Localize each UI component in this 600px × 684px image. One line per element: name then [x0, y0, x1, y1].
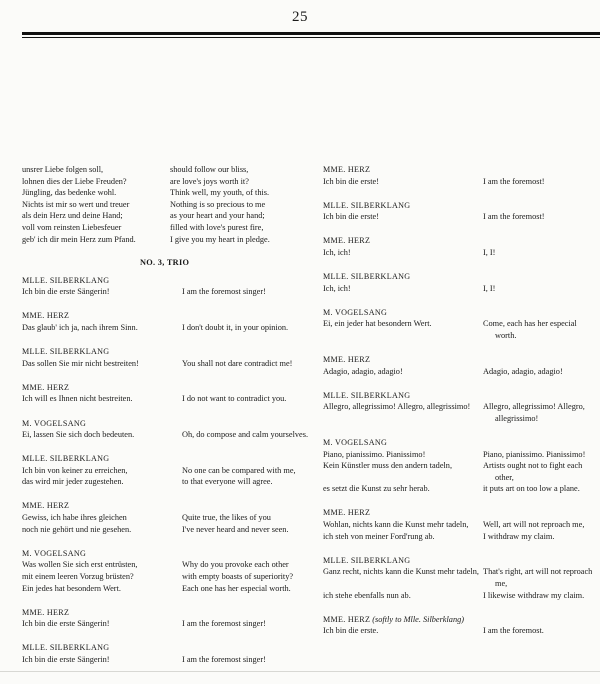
dialogue-line — [22, 476, 312, 488]
speaker-line — [22, 346, 312, 358]
speaker-line — [22, 453, 312, 465]
speaker-line — [22, 642, 312, 654]
dialogue-line — [323, 247, 600, 259]
speaker-line — [22, 310, 312, 322]
german-text: Piano, pianissimo. Pianissimo! — [323, 449, 426, 459]
german-text: Nichts ist mir so wert und treuer — [22, 199, 130, 209]
dialogue-line — [323, 483, 600, 495]
speaker-name: MME. HERZ — [323, 508, 371, 518]
german-text: es setzt die Kunst zu sehr herab. — [323, 484, 430, 494]
dialogue-block — [323, 354, 600, 377]
intro-verse — [22, 164, 312, 245]
german-text: ich stehe ebenfalls nun ab. — [323, 590, 411, 600]
speaker-name: MME. HERZ — [323, 236, 371, 246]
speaker-name: MME. HERZ — [323, 355, 371, 365]
right-column — [323, 164, 600, 649]
dialogue-line — [22, 571, 312, 583]
speaker-line — [22, 418, 312, 430]
english-text: You shall not dare contradict me! — [182, 358, 293, 368]
dialogue-block — [22, 453, 312, 488]
dialogue-block — [323, 390, 600, 425]
speaker-name: MME. HERZ — [323, 614, 371, 624]
dialogue-line — [323, 176, 600, 188]
speaker-name: M. VOGELSANG — [22, 548, 87, 558]
dialogue-block — [22, 382, 312, 405]
speaker-name: MME. HERZ — [22, 501, 70, 511]
dialogue-line — [22, 583, 312, 595]
german-text: Jüngling, das bedenke wohl. — [22, 188, 117, 198]
english-text: filled with love's purest fire, — [170, 222, 264, 232]
dialogue-line — [22, 358, 312, 370]
german-text: Ei, lassen Sie sich doch bedeuten. — [22, 430, 135, 440]
dialogue-block — [323, 614, 600, 637]
german-text: unsrer Liebe folgen soll, — [22, 165, 104, 174]
stage-direction: (softly to Mlle. Silberklang) — [372, 614, 465, 624]
german-text: Ich bin von keiner zu erreichen, — [22, 465, 128, 475]
dialogue-line — [323, 531, 600, 543]
intro-line — [22, 222, 312, 234]
german-text: Allegro, allegrissimo! Allegro, allegrissimo! — [323, 402, 471, 412]
speaker-line — [323, 555, 600, 567]
dialogue-block — [323, 164, 600, 187]
english-text: I am the foremost! — [483, 212, 545, 222]
intro-line — [22, 187, 312, 199]
english-text: I've never heard and never seen. — [182, 524, 289, 534]
dialogue-line — [22, 286, 312, 298]
english-text: to that everyone will agree. — [182, 477, 273, 487]
english-text: I am the foremost singer! — [182, 619, 266, 629]
speaker-name: M. VOGELSANG — [22, 418, 87, 428]
speaker-line — [22, 382, 312, 394]
speaker-line — [323, 200, 600, 212]
speaker-name: MME. HERZ — [22, 382, 70, 392]
english-text: I, I! — [483, 247, 496, 257]
english-text: Think well, my youth, of this. — [170, 188, 270, 198]
page-number: 25 — [292, 9, 308, 25]
intro-line — [22, 210, 312, 222]
german-text: ich steh von meiner Ford'rung ab. — [323, 531, 435, 541]
english-text: Oh, do compose and calm yourselves. — [182, 430, 309, 440]
speaker-line — [323, 507, 600, 519]
speaker-name: MLLE. SILBERKLANG — [323, 272, 411, 282]
dialogue-block — [22, 310, 312, 333]
german-text: Ich, ich! — [323, 283, 351, 293]
german-text: voll vom reinsten Liebesfeuer — [22, 222, 122, 232]
speaker-line — [323, 235, 600, 247]
dialogue-line — [22, 393, 312, 405]
dialogue-block — [323, 437, 600, 495]
dialogue-line — [323, 625, 600, 637]
speaker-line — [22, 275, 312, 287]
german-text: Ich bin die erste Sängerin! — [22, 287, 110, 297]
dialogue-line — [323, 318, 600, 341]
german-text: geb' ich dir mein Herz zum Pfand. — [22, 234, 136, 244]
speaker-name: MLLE. SILBERKLANG — [323, 555, 411, 565]
dialogue-block — [323, 200, 600, 223]
german-text: mit einem leeren Vorzug brüsten? — [22, 571, 134, 581]
english-text: I don't doubt it, in your opinion. — [182, 323, 289, 333]
dialogue-line — [323, 519, 600, 531]
english-text: That's right, art will not reproach me, — [483, 567, 593, 588]
english-text: I am the foremost singer! — [182, 287, 266, 297]
english-text: are love's joys worth it? — [170, 176, 249, 186]
speaker-name: MLLE. SILBERKLANG — [323, 390, 411, 400]
dialogue-line — [323, 401, 600, 424]
dialogue-line — [22, 322, 312, 334]
dialogue-line — [22, 618, 312, 630]
german-text: als dein Herz und deine Hand; — [22, 211, 123, 221]
speaker-line — [22, 500, 312, 512]
english-text: Each one has her especial worth. — [182, 583, 291, 593]
english-text: Well, art will not reproach me, — [483, 520, 585, 530]
speaker-line — [323, 354, 600, 366]
english-text: I am the foremost! — [483, 176, 545, 186]
german-text: Ich bin die erste! — [323, 176, 379, 186]
german-text: Ich bin die erste. — [323, 626, 379, 636]
left-dialogue — [22, 275, 312, 666]
english-text: Quite true, the likes of you — [182, 513, 271, 523]
dialogue-block — [22, 275, 312, 298]
dialogue-line — [323, 566, 600, 589]
german-text: Ei, ein jeder hat besondern Wert. — [323, 319, 432, 329]
intro-line — [22, 164, 312, 176]
english-text: with empty boasts of superiority? — [182, 571, 294, 581]
english-text: I am the foremost singer! — [182, 654, 266, 664]
header-rule-thin — [22, 37, 600, 38]
intro-line — [22, 234, 312, 246]
speaker-line — [22, 548, 312, 560]
german-text: Ich, ich! — [323, 247, 351, 257]
english-text: I am the foremost. — [483, 626, 544, 636]
german-text: Was wollen Sie sich erst entrüsten, — [22, 560, 138, 570]
left-column — [22, 164, 312, 678]
german-text: Adagio, adagio, adagio! — [323, 366, 403, 376]
english-text: Adagio, adagio, adagio! — [483, 366, 563, 376]
german-text: Wohlan, nichts kann die Kunst mehr tadeln, — [323, 520, 469, 530]
english-text: I do not want to contradict you. — [182, 394, 287, 404]
speaker-name: MLLE. SILBERKLANG — [22, 643, 110, 653]
dialogue-line — [323, 283, 600, 295]
german-text: Kein Künstler muss den andern tadeln, — [323, 461, 453, 471]
dialogue-block — [323, 307, 600, 342]
speaker-line — [22, 607, 312, 619]
speaker-line — [323, 614, 600, 626]
english-text: I withdraw my claim. — [483, 531, 555, 541]
german-text: Ich bin die erste Sängerin! — [22, 654, 110, 664]
dialogue-block — [323, 235, 600, 258]
section-title: NO. 3, TRIO — [140, 258, 190, 268]
speaker-name: MLLE. SILBERKLANG — [22, 275, 110, 285]
speaker-name: M. VOGELSANG — [323, 438, 388, 447]
german-text: Das glaub' ich ja, nach ihrem Sinn. — [22, 323, 138, 333]
dialogue-line — [323, 449, 600, 461]
german-text: Ich bin die erste! — [323, 212, 379, 222]
dialogue-block — [22, 500, 312, 535]
english-text: I, I! — [483, 283, 496, 293]
speaker-name: MME. HERZ — [323, 165, 371, 174]
dialogue-block — [22, 346, 312, 369]
speaker-line — [323, 307, 600, 319]
dialogue-block — [22, 548, 312, 594]
english-text: Piano, pianissimo. Pianissimo! — [483, 449, 586, 459]
english-text: Artists ought not to fight each other, — [483, 461, 583, 482]
german-text: Das sollen Sie mir nicht bestreiten! — [22, 358, 139, 368]
english-text: Nothing is so precious to me — [170, 199, 266, 209]
dialogue-line — [323, 366, 600, 378]
dialogue-block — [22, 642, 312, 665]
dialogue-block — [323, 555, 600, 601]
english-text: it puts art on too low a plane. — [483, 484, 580, 494]
right-dialogue — [323, 164, 600, 637]
dialogue-line — [22, 512, 312, 524]
dialogue-line — [22, 465, 312, 477]
german-text: Ganz recht, nichts kann die Kunst mehr tadeln, — [323, 567, 479, 577]
dialogue-line — [22, 654, 312, 666]
dialogue-line — [22, 524, 312, 536]
english-text: as your heart and your hand; — [170, 211, 265, 221]
speaker-name: M. VOGELSANG — [323, 307, 388, 317]
header-rule-thick — [22, 32, 600, 35]
german-text: Gewiss, ich habe ihres gleichen — [22, 513, 127, 523]
speaker-name: MLLE. SILBERKLANG — [323, 200, 411, 210]
speaker-line — [323, 271, 600, 283]
dialogue-block — [22, 607, 312, 630]
speaker-line — [323, 390, 600, 402]
speaker-name: MME. HERZ — [22, 311, 70, 321]
english-text: I give you my heart in pledge. — [170, 234, 270, 244]
german-text: lohnen dies der Liebe Freuden? — [22, 176, 127, 186]
english-text: Why do you provoke each other — [182, 560, 289, 570]
speaker-name: MLLE. SILBERKLANG — [22, 454, 110, 464]
dialogue-block — [323, 507, 600, 542]
dialogue-block — [323, 271, 600, 294]
speaker-line — [323, 437, 600, 449]
english-text: Allegro, allegrissimo! Allegro, allegrissimo! — [483, 402, 585, 423]
german-text: das wird mir jeder zugestehen. — [22, 477, 124, 487]
speaker-line — [323, 164, 600, 176]
english-text: Come, each has her especial worth. — [483, 319, 577, 340]
speaker-name: MME. HERZ — [22, 607, 70, 617]
bottom-edge — [0, 671, 600, 672]
dialogue-line — [323, 460, 600, 483]
german-text: Ich bin die erste Sängerin! — [22, 619, 110, 629]
dialogue-line — [22, 429, 312, 441]
intro-line — [22, 176, 312, 188]
intro-line — [22, 199, 312, 211]
english-text: I likewise withdraw my claim. — [483, 590, 585, 600]
german-text: Ich will es Ihnen nicht bestreiten. — [22, 394, 133, 404]
dialogue-line — [323, 211, 600, 223]
english-text: No one can be compared with me, — [182, 465, 296, 475]
english-text: should follow our bliss, — [170, 165, 249, 174]
speaker-name: MLLE. SILBERKLANG — [22, 347, 110, 357]
german-text: noch nie gehört und nie gesehen. — [22, 524, 132, 534]
dialogue-line — [22, 559, 312, 571]
dialogue-block — [22, 418, 312, 441]
dialogue-line — [323, 590, 600, 602]
german-text: Ein jedes hat besondern Wert. — [22, 583, 121, 593]
